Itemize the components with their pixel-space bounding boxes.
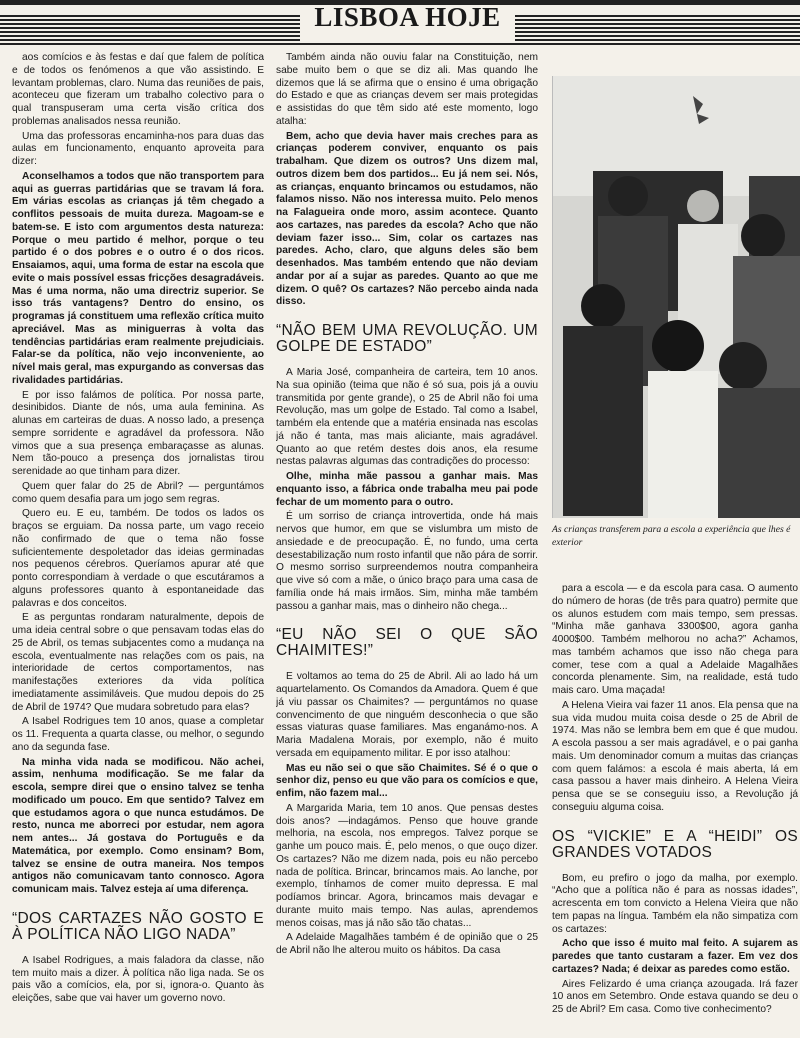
quote-paragraph: Bem, acho que devia haver mais creches para as crianças poderem conviver, enquanto os pais trabalham. Que dizem os outros? Uns dizem mal, outros dizem bem dos partidos... Eu já nem sei. Nós, as crianças, enquanto brincamos ou estudamos, não falamos nisso. Não nos interessa muito. Pelo menos na Falagueira onde moro, assim acontece. Quanto aos cartazes, nas paredes da escola? Acho que não deviam fazer isso... Sim, colar os cartazes nas paredes. Acho, claro, que alguns deles são bem desenhados. Mas também entendo que não deviam andar por aí a sujar as paredes. Quanto ao que me dizem. O quê? Os cartazes? Não percebo ainda nada disso. (276, 130, 538, 308)
subheading: “NÃO BEM UMA REVOLUÇÃO. UM GOLPE DE ESTADO” (276, 322, 538, 355)
paragraph: Uma das professoras encaminha-nos para duas das aulas em funcionamento, enquanto aproveita para dizer: (12, 130, 264, 167)
quote-paragraph: Olhe, minha mãe passou a ganhar mais. Mas enquanto isso, a fábrica onde trabalha meu pai pode fechar de um momento para o outro. (276, 471, 538, 508)
header-hatch-right (515, 13, 800, 41)
paragraph: A Margarida Maria, tem 10 anos. Que pensas destes dois anos? —indagámos. Penso que houve grande melhoria, na escola, nos empregos. Talvez porque se ganhe um pouco mais. É, pelo menos, o que ouço dizer. Os cartazes? Não me dizem nada, pois eu não percebo nada de política. Brincar, brincamos mais. Ao lanche, por exemplo, tínhamos de comer muito depressa. E mal podíamos brincar. Agora, brincamos mais devagar e durante muito mais tempo. Nas aulas, aprendemos menos coisas, mas já não são tão chatas... (276, 802, 538, 929)
article-column-2 (276, 52, 538, 1038)
paragraph: Bom, eu prefiro o jogo da malha, por exemplo. “Acho que a política não é para as nossas idades”, acrescenta em tom convicto a Helena Vieira que não tem papas na língua. Também ela não simpatiza com os cartazes: (552, 872, 798, 935)
section-title: LISBOA HOJE (314, 2, 501, 32)
quote-paragraph: Mas eu não sei o que são Chaimites. Sé é o que o senhor diz, penso eu que vão para os comícios e que, enfim, não fazem mal... (276, 762, 538, 799)
paragraph: aos comícios e às festas e daí que falem de política e de todos os fenómenos a que vão assistindo. E levantam problemas, claro. Numa das reuniões de pais, aconteceu que fizeram um trabalho colectivo para o qual transpuseram uma certa visão crítica dos problemas analisados nessa reunião. (12, 52, 264, 127)
paragraph: A Isabel Rodrigues tem 10 anos, quase a completar os 11. Frequenta a quarta classe, ou melhor, o segundo ano da segunda fase. (12, 716, 264, 753)
photo-caption: As crianças transferem para a escola a experiência que lhes é exterior (552, 524, 791, 548)
quote-paragraph: Acho que isso é muito mal feito. A sujarem as paredes que tanto custaram a fazer. Em vez dos cartazes? Nada; é deixar as paredes como estão. (552, 938, 798, 975)
paragraph: E as perguntas rondaram naturalmente, depois de uma ideia central sobre o que pensavam todas elas do 25 de Abril, os temas subjacentes como a mudança na escola, eventualmente nas relações com os pais, na interioridade de certos comportamentos, nas manifestações exteriores da vida política imediatamente assimiláveis. Que mudou depois do 25 de Abril de 1974? Que mudara sobretudo para elas? (12, 612, 264, 713)
paragraph: A Maria José, companheira de carteira, tem 10 anos. Na sua opinião (teima que não é só sua, pois já a ouviu transmitida por gente grande), o 25 de Abril não foi uma Revolução, mas um golpe de Estado. Tal como a Isabel, também ela entende que a matéria ensinada nas escolas já não é tanta, mas mais aliciante, mais agradável. Quanto ao que retém destes dois anos, ela resume nestas palavras algumas das contradições do processo: (276, 367, 538, 468)
paragraph: E voltamos ao tema do 25 de Abril. Ali ao lado há um aquartelamento. Os Comandos da Amadora. Quem é que já viu passar os Chaimites? — perguntámos no quase convencimento de que ninguém desconhecia o que são essas viaturas quase familiares. Mas enganámo-nos. A Maria Madalena Morais, por exemplo, não é muito versada em equipamento militar. E por isso atalhou: (276, 671, 538, 759)
paragraph: A Adelaide Magalhães também é de opinião que o 25 de Abril não lhe alterou muito os hábitos. Da casa (276, 932, 538, 956)
article-column-1 (12, 52, 264, 1038)
paragraph: Também ainda não ouviu falar na Constituição, nem sabe muito bem o que se diz ali. Mas quando lhe dizemos que lá se afirma que o ensino é uma obrigação do Estado e que as crianças devem ser mais protegidas e assistidas do que têm sido até este momento, logo atalha: (276, 52, 538, 127)
quote-paragraph: Na minha vida nada se modificou. Não achei, assim, nenhuma modificação. Se me falar da escola, sempre direi que o ensino talvez se tenha modificado um pouco. Em que sentido? Talvez em que estudamos agora o que nunca estudámos. De resto, nunca me aborreci por estudar, nem agora nem antes... Já gostava do Português e da Matemática, por exemplo. Como ensinam? Bom, talvez se ensine de outra maneira. Nos tempos antigos não comunicavam tanto connosco. Agora comunicam mais. Talvez esteja aí uma diferença. (12, 756, 264, 895)
paragraph: A Isabel Rodrigues, a mais faladora da classe, não tem muito mais a dizer. À política não liga nada. Se os pais vão a comícios, ela, por si, ignora-o. Quanto às eleições, sabe que vai haver um governo novo. (12, 954, 264, 1004)
article-column-3 (552, 583, 798, 1038)
subheading: “DOS CARTAZES NÃO GOSTO E À POLÍTICA NÃO LIGO NADA” (12, 909, 264, 943)
header-rule-bottom (0, 43, 800, 45)
paragraph: para a escola — e da escola para casa. O aumento do número de horas (de três para quatro) permite que os alunos estudem com mais tempo, sem pressas. “Minha mãe ganhava 3300$00, agora ganha 4000$00. Também melhorou no acha?” Achamos, mas também achamos que isso não chega para comer, tese com a qual a Adelaide Magalhães concorda plenamente. Sim, na realidade, está tudo mais caro. Uma maçada! (552, 583, 798, 696)
paragraph: Quero eu. E eu, também. De todos os lados os braços se erguiam. Da nossa parte, um vago receio não confirmado de que o tema não fosse suficientemente despoletador das ideias germinadas nos pequenos cérebros. Queríamos apurar até que ponto correspondiam à verdade o que escutáramos a alguns professores quanto à espontaneidade das palavras e dos conceitos. (12, 508, 264, 609)
paragraph: A Helena Vieira vai fazer 11 anos. Ela pensa que na sua vida mudou muita coisa desde o 25 de Abril de 1974. Mas não se lembra bem em que é que mudou. A escola passou a ser mais agradável, e o pai ganha mais. Um denominador comum a muitas das crianças com quem falámos: a escola é mais aberta, lá em casa passou a haver mais dinheiro. A Helena Vieira pensa que se se conseguiu isso, a Revolução já conseguiu alguma coisa. (552, 699, 798, 813)
header-hatch-left (0, 13, 300, 41)
page-header (0, 0, 800, 44)
paragraph: E por isso falámos de política. Por nossa parte, desinibidos. Diante de nós, uma aula feminina. As alunas em carteiras de duas. A nosso lado, a presença sempre sorridente e agradável da professora. Não vimos que a sua presença embaraçasse as alunas. Nem tão-pouco a presença dos jornalistas tirou serenidade ao que tinham para dizer. (12, 389, 264, 477)
classroom-photo (552, 76, 800, 518)
subheading: OS “VICKIE” E A “HEIDI” OS GRANDES VOTADOS (552, 827, 798, 861)
subheading: “EU NÃO SEI O QUE SÃO CHAIMITES!” (276, 626, 538, 660)
quote-paragraph: Aconselhamos a todos que não transportem para aqui as guerras partidárias que se travam lá fora. Em várias escolas as crianças já têm chegado a conflitos pessoais de muita dureza. Magoam-se e batem-se. E isto com argumentos desta natureza: Porque o meu partido é melhor, porque o teu partido é o dos pobres e o outro é o dos ricos. Ensaiamos, aqui, uma forma de estar na escola que evite o mais possível essas fricções desagradáveis. Mas é uma norma, não uma directriz superior. Se isso trás vantagens? Dentro do ensino, os programas já constituem uma reflexão crítica muito apreciável. Mas as miniguerras à volta das tendências partidárias eram realmente prejudiciais. Falar-se da política, não vejo inconveniente, ao nível mais geral, mas expurgando as conversas das rivalidades partidárias. (12, 170, 264, 386)
paragraph: Aires Felizardo é uma criança azougada. Irá fazer 10 anos em Setembro. Onde estava quando se deu o 25 de Abril? Em casa. Como tive conhecimento? (552, 978, 798, 1015)
paragraph: É um sorriso de criança introvertida, onde há mais nervos que humor, em que se vislumbra um misto de ansiedade e de preocupação. É, no fundo, uma certa desestabilização num rosto infantil que não pára de sorrir. O mesmo sorriso surpreendemos noutra companheira que vive só com a mãe, o único braço para uma casa de família onde há mais irmãos. Sim, minha mãe também passou a ganhar mais, mas o dinheiro não chega... (276, 511, 538, 612)
paragraph: Quem quer falar do 25 de Abril? — perguntámos como quem desafia para um jogo sem regras. (12, 480, 264, 505)
